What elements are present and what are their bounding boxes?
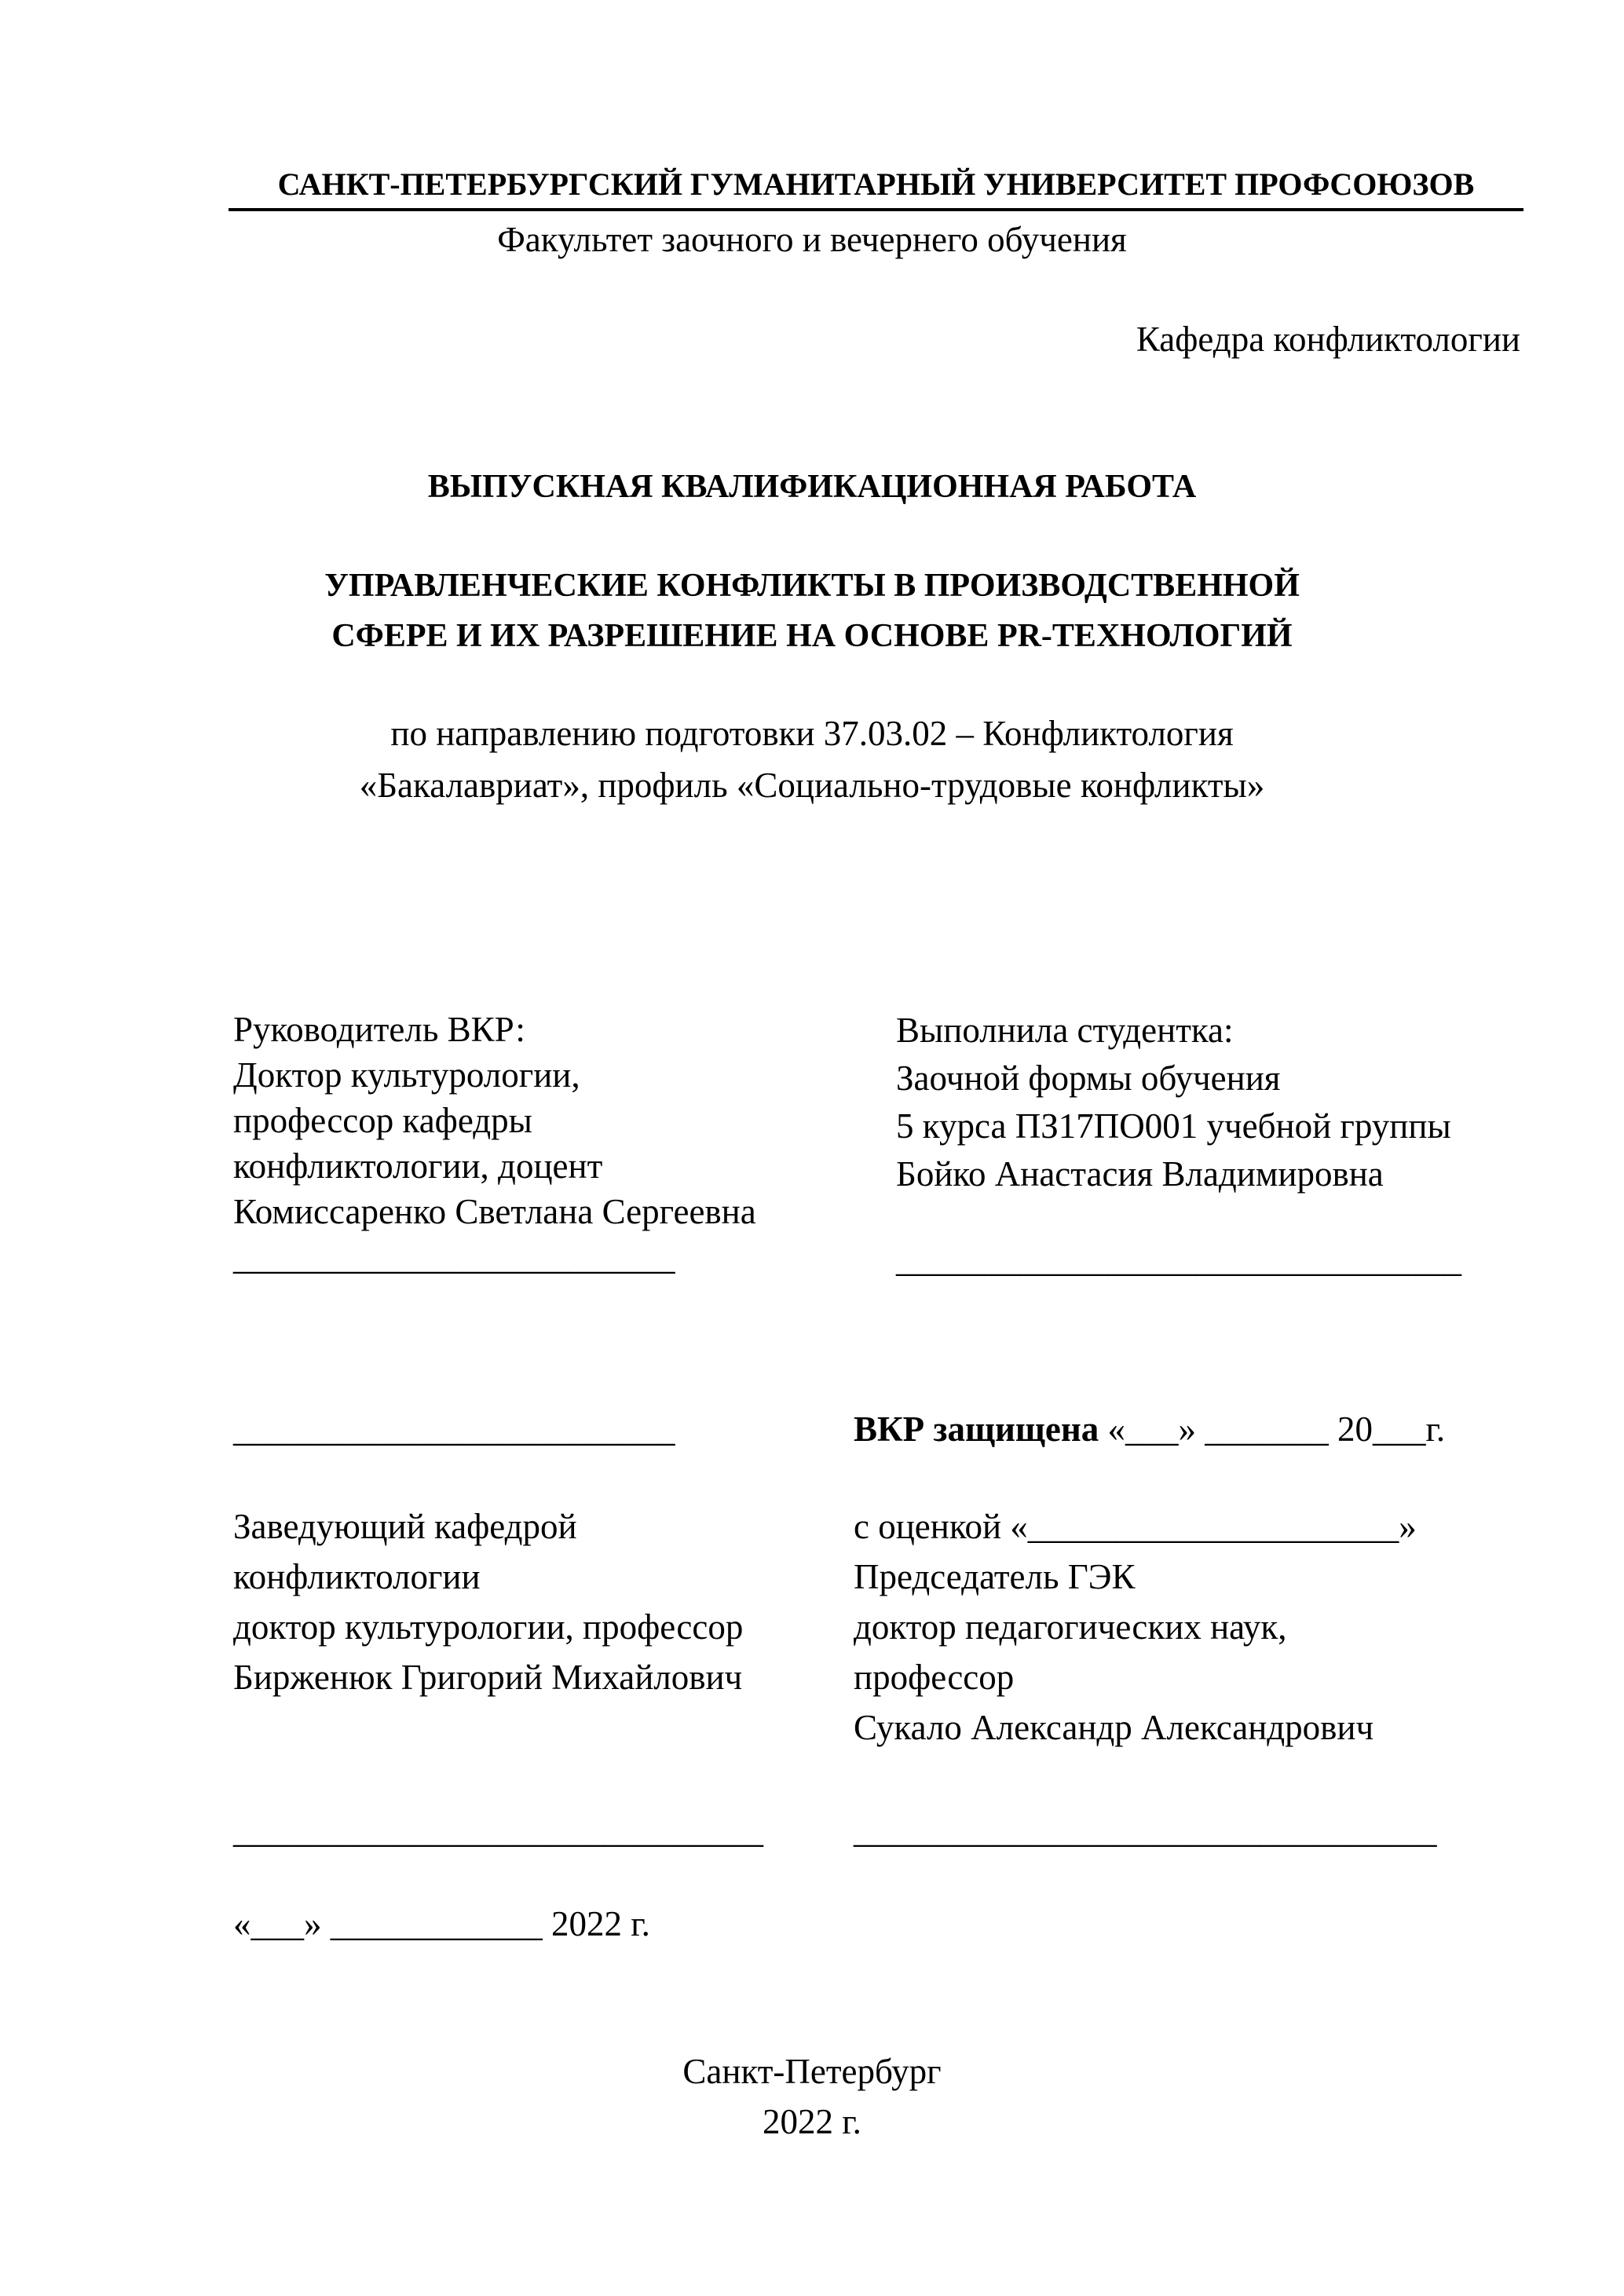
head-line: доктор культурологии, профессор [233,1607,744,1647]
head-line: конфликтологии [233,1557,481,1596]
study-profile: «Бакалавриат», профиль «Социально-трудовые конфликты» [359,766,1265,805]
student-line: Заочной формы обучения [896,1058,1281,1098]
student-block [896,1007,1461,1284]
chair-line: Председатель ГЭК [854,1557,1136,1596]
supervisor-line: Доктор культурологии, [233,1055,580,1095]
chair-signature-line: _________________________________ [854,1811,1437,1850]
header-rule [229,208,1523,211]
defense-label: ВКР защищена [854,1409,1099,1449]
chair-line: доктор педагогических наук, [854,1607,1287,1647]
student-signature-line: ________________________________ [896,1240,1461,1279]
study-direction: по направлению подготовки 37.03.02 – Конфликтология [390,714,1234,753]
supervisor-line: Руководитель ВКР: [233,1010,525,1049]
supervisor-signature-line: _________________________ [233,1238,675,1277]
student-line: 5 курса ПЗ17ПО001 учебной группы [896,1106,1451,1146]
chair-line: профессор [854,1658,1015,1697]
defense-date-row [854,1406,1445,1453]
head-signature-line: ______________________________ [233,1811,763,1850]
defense-blank-line: _________________________ [233,1409,675,1449]
university-name: САНКТ-ПЕТЕРБУРГСКИЙ ГУМАНИТАРНЫЙ УНИВЕРСИТЕТ ПРОФСОЮЗОВ [277,166,1475,202]
supervisor-block [233,1007,756,1280]
topic-title-line-1: УПРАВЛЕНЧЕСКИЕ КОНФЛИКТЫ В ПРОИЗВОДСТВЕННОЙ [324,568,1300,604]
faculty-name: Факультет заочного и вечернего обучения [497,220,1127,259]
footer-city: Санкт-Петербург [682,2052,942,2091]
work-type-heading: ВЫПУСКНАЯ КВАЛИФИКАЦИОННАЯ РАБОТА [427,469,1197,505]
student-line: Выполнила студентка: [896,1011,1234,1050]
defense-grade: с оценкой «_____________________» [854,1507,1417,1546]
defense-date: «___» _______ 20___г. [1107,1409,1446,1449]
head-of-department-block [233,1501,743,1702]
student-line: Бойко Анастасия Владимировна [896,1154,1384,1194]
chair-line: Сукало Александр Александрович [854,1708,1374,1747]
footer-year: 2022 г. [763,2102,861,2141]
supervisor-line: Комиссаренко Светлана Сергеевна [233,1192,756,1231]
supervisor-line: профессор кафедры [233,1101,532,1140]
commission-chair-block [854,1501,1417,1753]
head-line: Бирженюк Григорий Михайлович [233,1658,743,1697]
topic-title-line-2: СФЕРЕ И ИХ РАЗРЕШЕНИЕ НА ОСНОВЕ PR-ТЕХНОЛОГИЙ [331,618,1293,654]
signature-date-line: «___» ____________ 2022 г. [233,1904,650,1943]
head-line: Заведующий кафедрой [233,1507,577,1546]
supervisor-line: конфликтологии, доцент [233,1146,603,1186]
department-name: Кафедра конфликтологии [1136,320,1520,359]
